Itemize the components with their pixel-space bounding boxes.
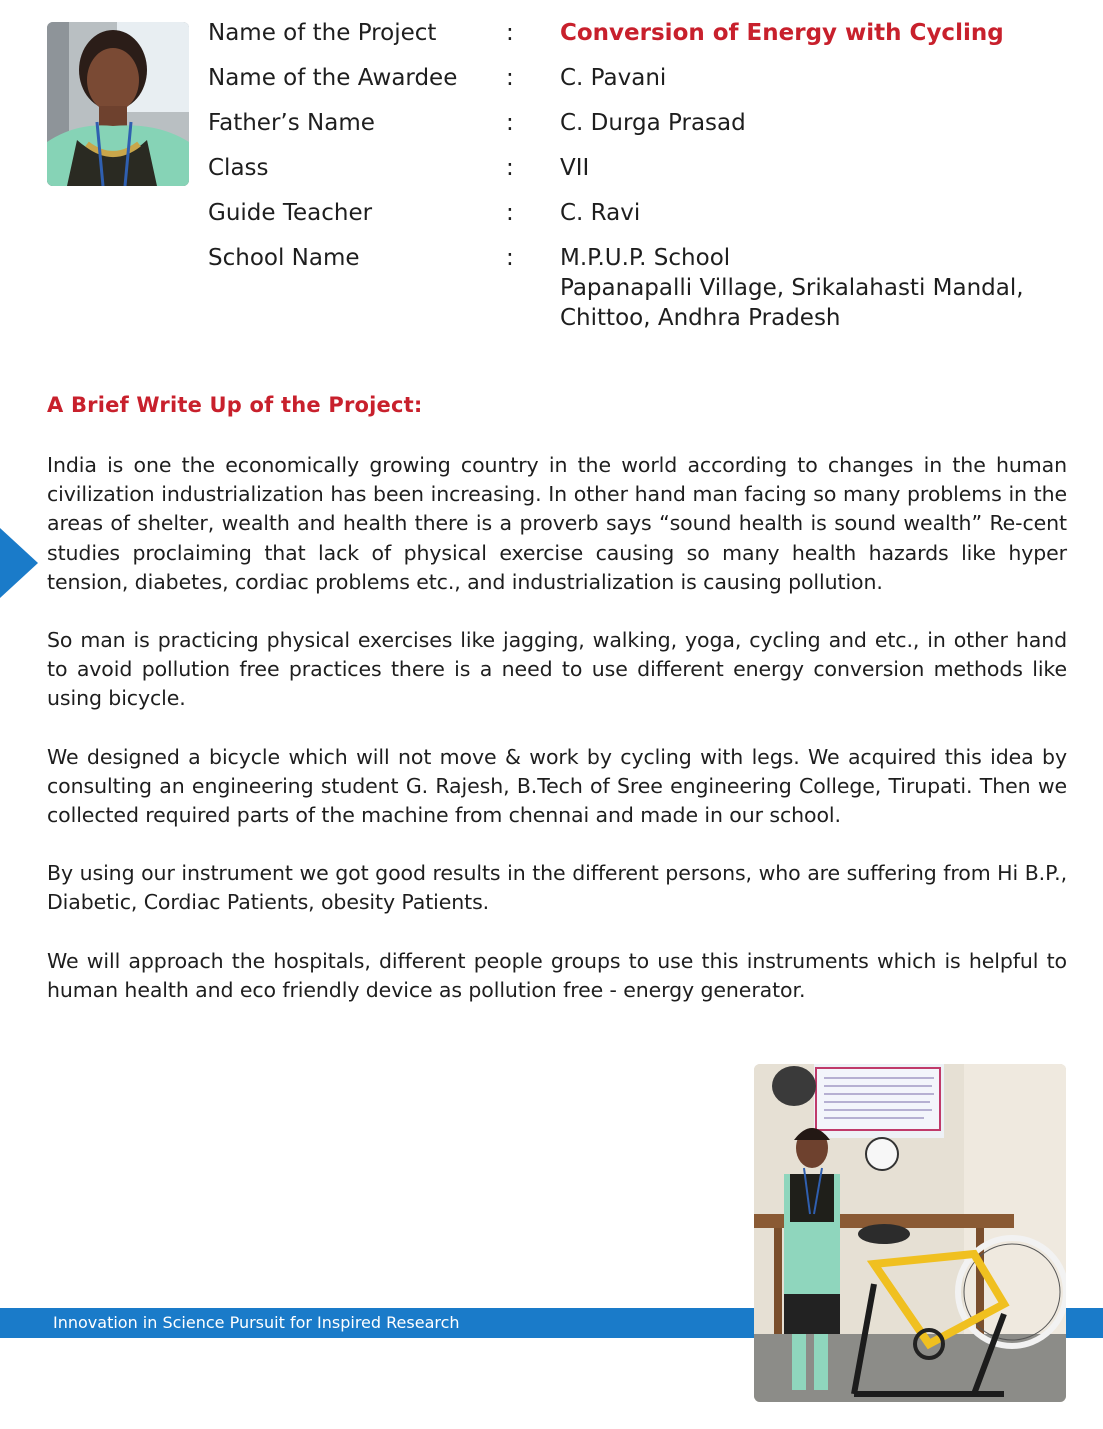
info-row-guide-teacher bbox=[208, 198, 1068, 228]
writeup-paragraph: We will approach the hospitals, different people groups to use this instruments which is helpful to human health and eco friendly device as pollution free - energy generator. bbox=[47, 948, 1067, 1002]
father-name-value: C. Durga Prasad bbox=[560, 110, 746, 136]
writeup-paragraph: By using our instrument we got good results in the different persons, who are suffering from Hi B.P., Diabetic, Cordiac Patients, obesity Patients. bbox=[47, 861, 1067, 915]
info-label: Name of the Project bbox=[208, 20, 437, 46]
page-marker-triangle-icon bbox=[0, 528, 38, 598]
info-label: Class bbox=[208, 155, 269, 181]
info-row-awardee bbox=[208, 63, 1068, 93]
writeup-paragraph: We designed a bicycle which will not move & work by cycling with legs. We acquired this idea by consulting an engineering student G. Rajesh, B.Tech of Sree engineering College, Tirupati. Then we collected required parts of the machine from chennai and made in our school. bbox=[47, 744, 1067, 828]
info-label: School Name bbox=[208, 245, 360, 271]
school-line: M.P.U.P. School bbox=[560, 245, 731, 271]
awardee-info-table bbox=[208, 18, 1068, 348]
info-label: Father’s Name bbox=[208, 110, 375, 136]
info-row-class bbox=[208, 153, 1068, 183]
writeup-body bbox=[47, 451, 1067, 1034]
info-row-father bbox=[208, 108, 1068, 138]
info-label: Guide Teacher bbox=[208, 200, 373, 226]
portrait-illustration bbox=[47, 22, 189, 186]
awardee-name-value: C. Pavani bbox=[560, 65, 667, 91]
school-line: Chittoo, Andhra Pradesh bbox=[560, 305, 841, 331]
school-name-value bbox=[560, 243, 1068, 333]
writeup-paragraph: India is one the economically growing country in the world according to changes in the human civilization industrialization has been increasing. In other hand man facing so many problems in the areas of shelter, wealth and health there is a proverb says “sound health is sound wealth” Re-cent studies proclaiming that lack of physical exercise causing so many health hazards like hyper tension, diabetes, cordiac problems etc., and industrialization is causing pollution. bbox=[47, 453, 1067, 594]
writeup-paragraph: So man is practicing physical exercises like jagging, walking, yoga, cycling and etc., in other hand to avoid pollution free practices there is a need to use different energy conversion methods like using bicycle. bbox=[47, 628, 1067, 711]
class-value: VII bbox=[560, 155, 590, 181]
awardee-portrait-photo bbox=[47, 22, 189, 186]
info-separator: : bbox=[506, 155, 514, 181]
info-separator: : bbox=[506, 65, 514, 91]
info-separator: : bbox=[506, 110, 514, 136]
footer-tagline: Innovation in Science Pursuit for Inspired Research bbox=[53, 1313, 460, 1332]
bicycle-generator-illustration bbox=[754, 1064, 1066, 1402]
info-row-project bbox=[208, 18, 1068, 48]
info-separator: : bbox=[506, 200, 514, 226]
info-label: Name of the Awardee bbox=[208, 65, 458, 91]
info-row-school bbox=[208, 243, 1068, 333]
guide-teacher-value: C. Ravi bbox=[560, 200, 641, 226]
info-separator: : bbox=[506, 20, 514, 46]
project-name-value: Conversion of Energy with Cycling bbox=[560, 20, 1004, 46]
writeup-heading: A Brief Write Up of the Project: bbox=[47, 393, 423, 417]
project-photo bbox=[754, 1064, 1066, 1402]
school-line: Papanapalli Village, Srikalahasti Mandal, bbox=[560, 275, 1024, 301]
info-separator: : bbox=[506, 245, 514, 271]
